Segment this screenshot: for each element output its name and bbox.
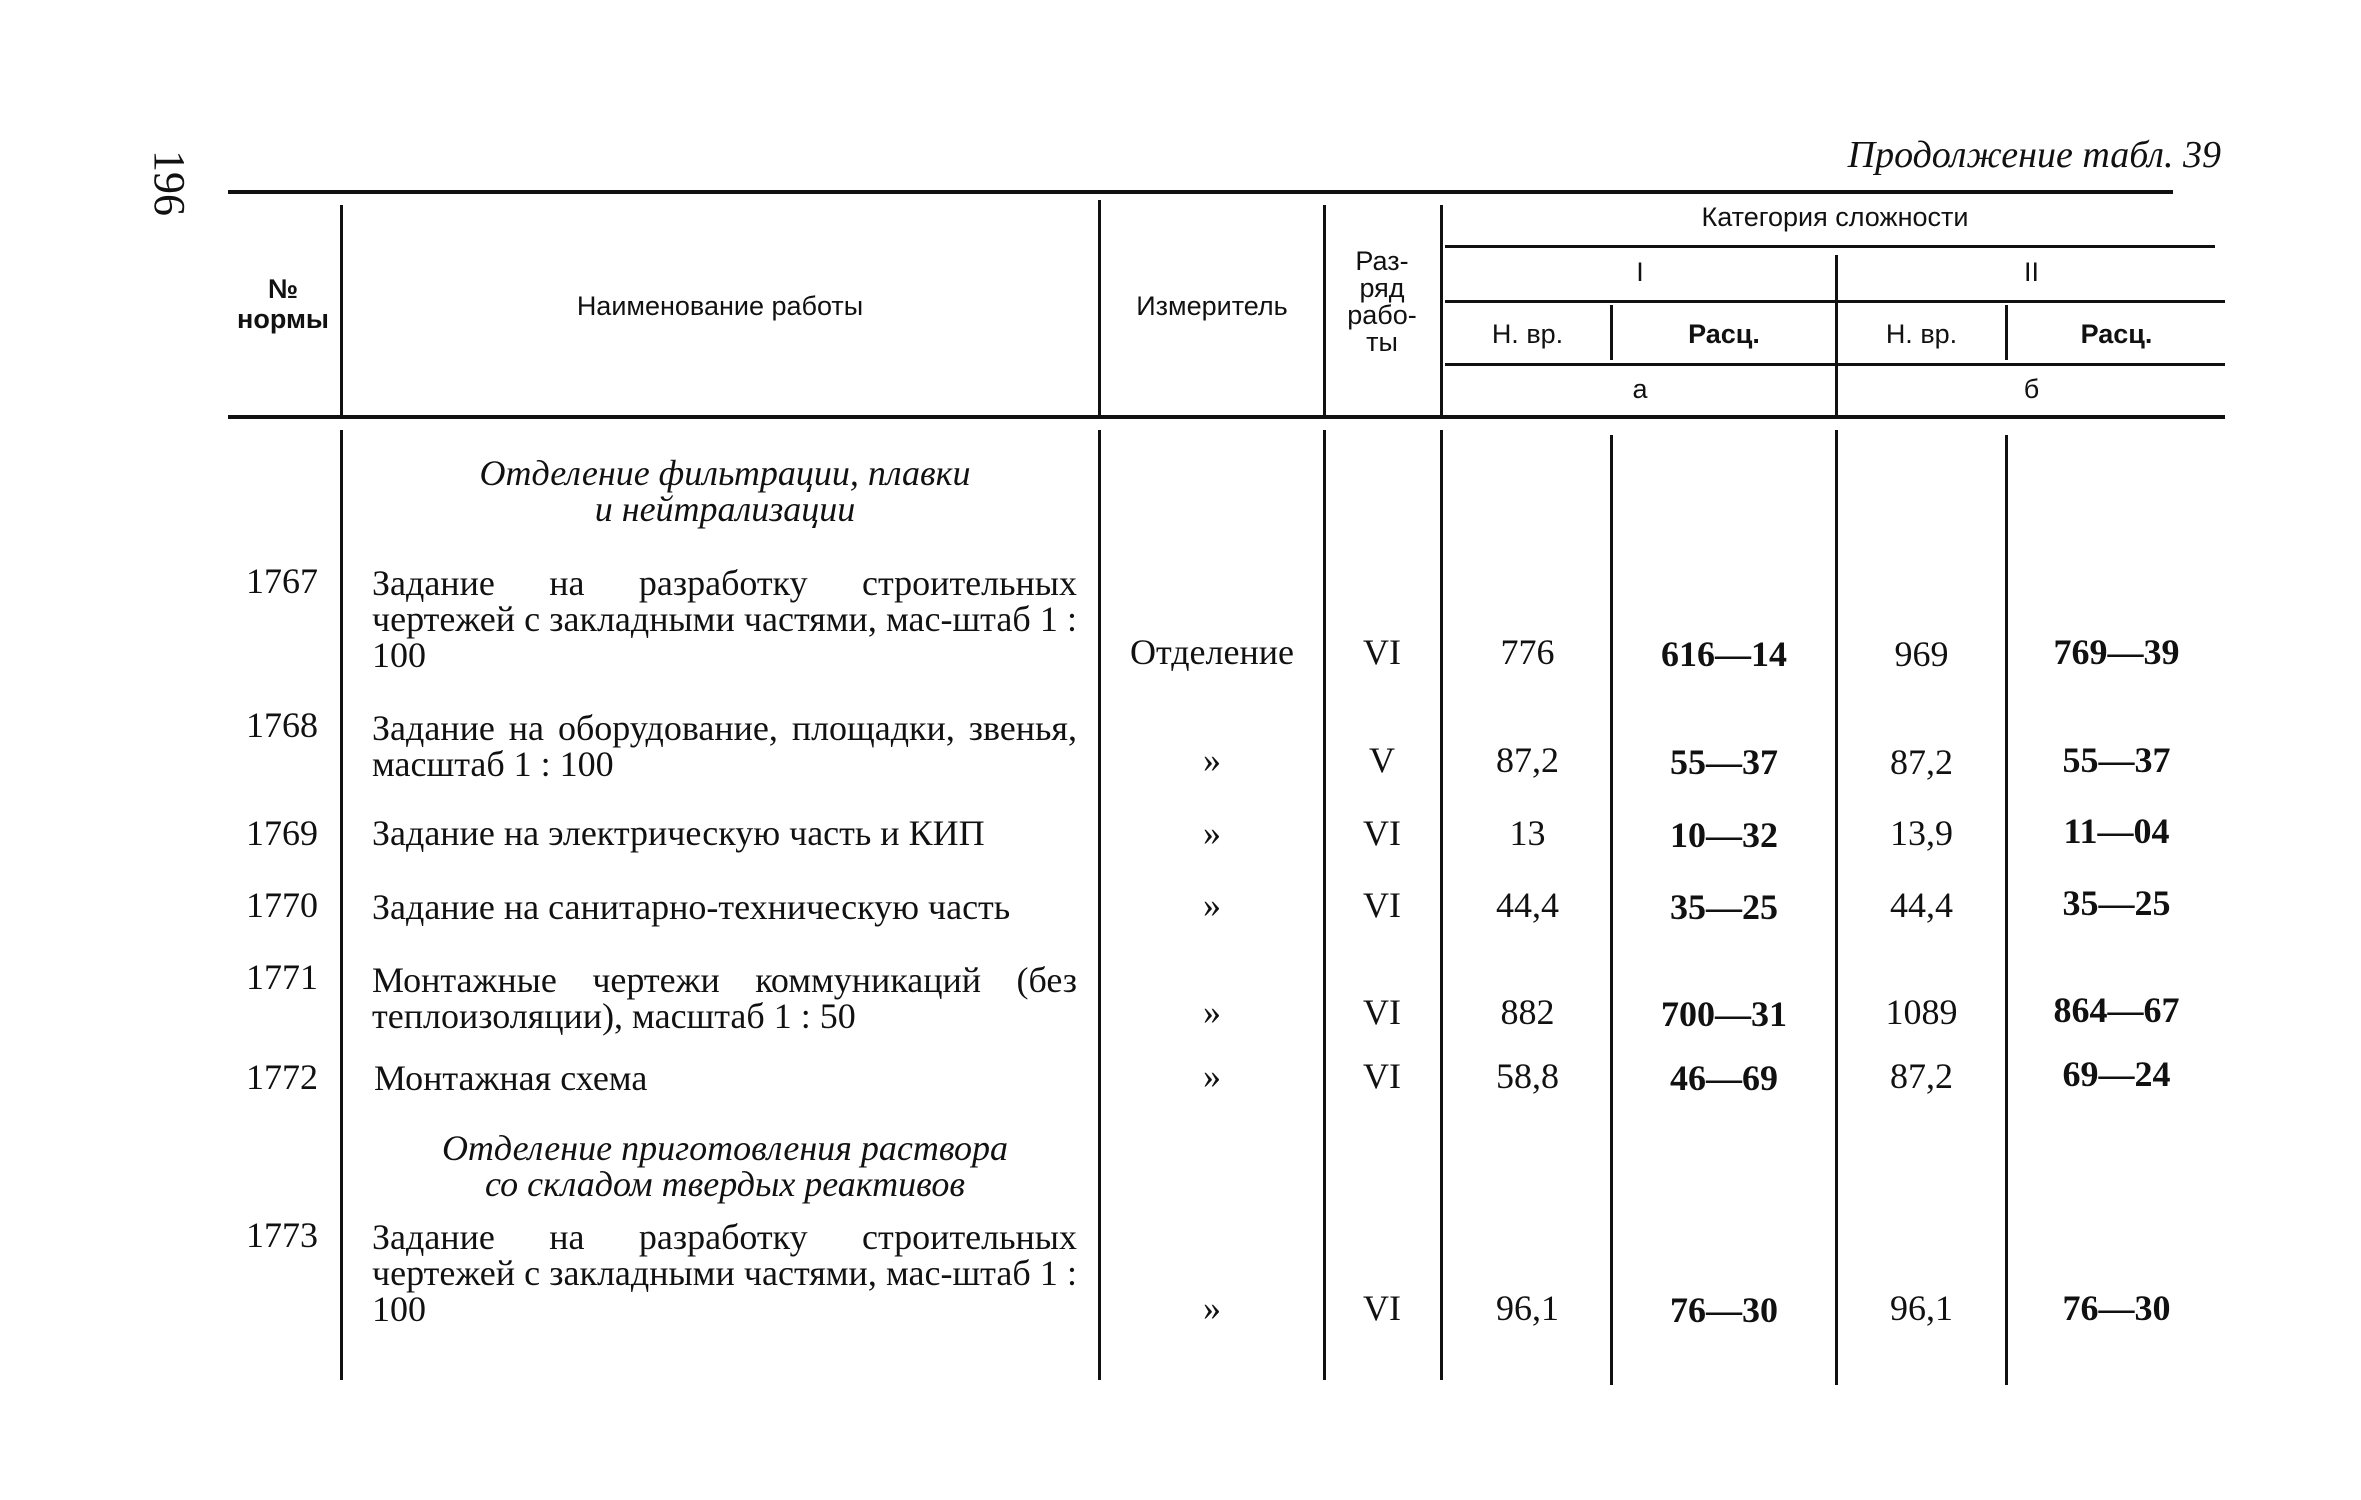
table-top-rule <box>228 190 2173 194</box>
col-divider <box>1440 430 1443 1380</box>
row-time-2: 87,2 <box>1890 742 1953 782</box>
section-title: Отделение приготовления раствора со складом твердых реактивов <box>441 1128 1009 1204</box>
col-divider <box>1098 200 1101 415</box>
col-divider <box>340 430 343 1380</box>
row-rate-1: 616—14 <box>1661 634 1787 674</box>
row-rate-2: 69—24 <box>2062 1054 2171 1094</box>
header-unit: Измеритель <box>1136 291 1288 321</box>
row-name: Монтажные чертежи коммуникаций (без теплоизоляции), масштаб 1 : 50 <box>372 960 1077 1036</box>
row-rate-2: 864—67 <box>2053 990 2180 1030</box>
section-title: Отделение фильтрации, плавки и нейтрализации <box>479 453 971 529</box>
row-rate-2: 35—25 <box>2062 883 2171 923</box>
row-no: 1773 <box>246 1215 318 1255</box>
header-category-2: II <box>2023 257 2039 287</box>
header-category: Категория сложности <box>1701 202 1969 232</box>
row-time-2: 87,2 <box>1890 1056 1953 1096</box>
row-rate-1: 55—37 <box>1670 742 1778 782</box>
row-name: Задание на оборудование, площадки, звенья, масштаб 1 : 100 <box>372 708 1077 784</box>
row-rate-1: 76—30 <box>1670 1290 1778 1330</box>
row-name: Задание на разработку строительных чертежей с закладными частями, мас-штаб 1 : 100 <box>372 1217 1077 1329</box>
row-no: 1769 <box>246 813 318 853</box>
row-time-1: 776 <box>1500 632 1555 672</box>
row-grade: VI <box>1363 813 1401 853</box>
row-grade: VI <box>1363 1288 1401 1328</box>
col-divider <box>1440 205 1443 415</box>
header-sub-a: а <box>1632 374 1648 404</box>
row-rate-1: 46—69 <box>1670 1058 1778 1098</box>
page-number: 196 <box>145 150 194 216</box>
header-norm-no: № нормы <box>237 274 329 334</box>
row-grade: VI <box>1363 992 1401 1032</box>
row-unit: » <box>1203 885 1221 925</box>
category-rule <box>1445 245 2215 248</box>
row-rate-1: 700—31 <box>1661 994 1787 1034</box>
row-time-1: 58,8 <box>1496 1056 1559 1096</box>
row-no: 1768 <box>246 705 318 745</box>
header-category-1: I <box>1636 257 1644 287</box>
row-time-1: 13 <box>1509 813 1546 853</box>
row-time-2: 44,4 <box>1890 885 1953 925</box>
row-time-1: 96,1 <box>1496 1288 1559 1328</box>
row-rate-2: 769—39 <box>2053 632 2180 672</box>
row-rate-1: 10—32 <box>1670 815 1778 855</box>
row-name: Задание на электрическую часть и КИП <box>372 813 985 853</box>
header-time-1: Н. вр. <box>1491 319 1564 349</box>
row-unit: » <box>1203 1288 1221 1328</box>
row-no: 1770 <box>246 885 318 925</box>
row-rate-1: 35—25 <box>1670 887 1778 927</box>
row-rate-2: 55—37 <box>2062 740 2171 780</box>
header-rate-2: Расц. <box>2080 319 2153 349</box>
col-divider <box>1610 305 1613 360</box>
row-grade: VI <box>1363 1056 1401 1096</box>
row-unit: » <box>1203 1056 1221 1096</box>
row-grade: V <box>1369 740 1395 780</box>
row-rate-2: 76—30 <box>2062 1288 2171 1328</box>
row-no: 1767 <box>246 561 318 601</box>
row-unit: » <box>1203 740 1221 780</box>
header-grade: Раз- ряд рабо- ты <box>1347 246 1417 357</box>
row-time-1: 882 <box>1500 992 1555 1032</box>
row-name: Монтажная схема <box>374 1058 648 1098</box>
row-time-2: 969 <box>1894 634 1949 674</box>
table-continuation-label: Продолжение табл. 39 <box>1847 134 2221 176</box>
row-time-2: 13,9 <box>1890 813 1953 853</box>
row-name: Задание на санитарно-техническую часть <box>372 887 1011 927</box>
header-rate-1: Расц. <box>1688 319 1760 349</box>
row-no: 1772 <box>246 1057 318 1097</box>
row-no: 1771 <box>246 957 318 997</box>
header-time-2: Н. вр. <box>1885 319 1958 349</box>
header-work-name: Наименование работы <box>576 291 864 321</box>
row-time-1: 87,2 <box>1496 740 1559 780</box>
row-time-2: 1089 <box>1885 992 1958 1032</box>
header-bottom-rule <box>228 415 2225 419</box>
row-unit: Отделение <box>1129 632 1294 672</box>
row-unit: » <box>1203 992 1221 1032</box>
header-sub-b: б <box>2023 374 2040 404</box>
row-rate-2: 11—04 <box>2063 811 2170 851</box>
row-time-2: 96,1 <box>1890 1288 1953 1328</box>
col-divider <box>1610 435 1613 1385</box>
row-grade: VI <box>1363 885 1401 925</box>
row-unit: » <box>1203 813 1221 853</box>
col-divider <box>340 205 343 415</box>
row-time-1: 44,4 <box>1496 885 1559 925</box>
row-grade: VI <box>1363 632 1401 672</box>
row-name: Задание на разработку строительных чертежей с закладными частями, мас-штаб 1 : 100 <box>372 563 1077 675</box>
col-divider <box>1098 430 1101 1380</box>
